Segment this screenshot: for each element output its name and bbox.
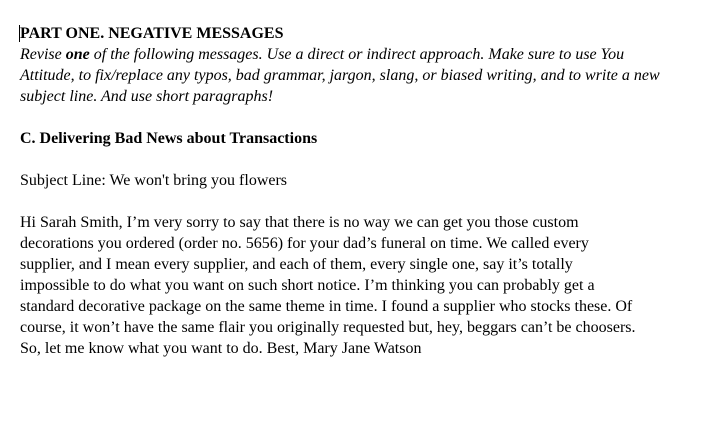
instructions-paragraph — [20, 44, 660, 107]
part-heading: PART ONE. NEGATIVE MESSAGES — [20, 25, 284, 42]
text-cursor — [19, 25, 20, 42]
message-line: So, let me know what you want to do. Best, Mary Jane Watson — [20, 340, 422, 357]
subject-line: Subject Line: We won't bring you flowers — [20, 172, 288, 189]
document-page — [20, 23, 660, 359]
message-body — [20, 212, 660, 359]
instructions-before: Revise — [20, 46, 66, 63]
blank-line — [20, 191, 660, 212]
message-line: Hi Sarah Smith, I’m very sorry to say that there is no way we can get you those custom — [20, 214, 579, 231]
instructions-after: of the following messages. Use a direct or indirect approach. Make sure to use You Attitude, to fix/replace any typos, bad grammar, jargon, slang, or biased writing, and to write a new subject line. And use short paragraphs! — [20, 46, 660, 105]
blank-line — [20, 149, 660, 170]
instructions-emphasis: one — [65, 46, 90, 63]
message-line: supplier, and I mean every supplier, and each of them, every single one, say it’s totally — [20, 256, 573, 273]
message-line: impossible to do what you want on such short notice. I’m thinking you can probably get a — [20, 277, 595, 294]
section-title: C. Delivering Bad News about Transactions — [20, 130, 318, 147]
message-line: decorations you ordered (order no. 5656) for your dad’s funeral on time. We called every — [20, 235, 589, 252]
blank-line — [20, 107, 660, 128]
message-line: course, it won’t have the same flair you originally requested but, hey, beggars can’t be choosers. — [20, 319, 636, 336]
message-line: standard decorative package on the same theme in time. I found a supplier who stocks these. Of — [20, 298, 633, 315]
